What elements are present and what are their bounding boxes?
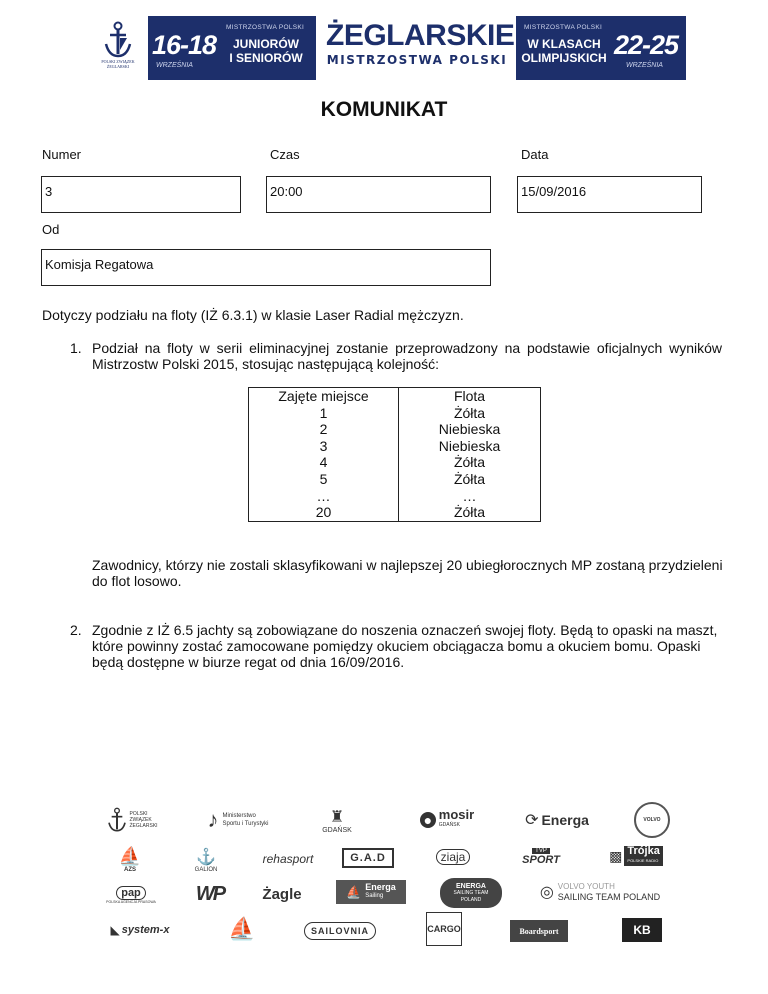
sponsor-rehasport-text: rehasport (262, 852, 314, 866)
sponsor-wp-text: WP (195, 882, 225, 905)
left-dates: 16-18 (152, 30, 217, 60)
label-time: Czas (270, 147, 300, 162)
ministry-mark-icon: ♪ (207, 807, 219, 832)
anchor-icon (107, 805, 127, 835)
azs-sail-icon: ⛵ (118, 845, 142, 866)
sponsor-gad (342, 848, 394, 868)
sponsor-cargo (426, 912, 462, 946)
label-from: Od (42, 222, 60, 237)
banner-olympic (516, 16, 686, 80)
left-small-caption: MISTRZOSTWA POLSKI (226, 24, 305, 31)
item-2-number: 2. (70, 622, 82, 638)
banner-juniors (148, 16, 316, 80)
sponsor-kb-text: KB (633, 923, 651, 937)
sponsor-system-x (100, 918, 180, 942)
sponsor-sailovnia (304, 922, 376, 940)
sponsor-tvp-sport-text: SPORT (522, 854, 560, 866)
sponsor-pap (104, 880, 158, 910)
galion-ship-icon: ⚓ (196, 849, 216, 866)
left-bold-2: I SENIORÓW (229, 51, 303, 65)
table-cell-fleet: Niebieska (399, 421, 541, 438)
sponsor-energa-team-1: ENERGA (456, 882, 486, 890)
table-cell-place: 3 (249, 438, 399, 455)
table-cell-place: … (249, 488, 399, 505)
item-2-text: Zgodnie z IŻ 6.5 jachty są zobowiązane do noszenia oznaczeń swojej floty. Będą to opaski na maszt, które powinny zostać zamocowane pomiędzy okuciem obciągacza bomu a okuciem bomu. Opaski będą dostępne w biurze regat od dnia 16/09/2016. (92, 622, 718, 670)
sponsor-trojka-sub: POLSKIE RADIO (627, 858, 659, 863)
sponsor-boardsport-text: Boardsport (519, 926, 559, 936)
gdansk-crest-icon: ♜ (329, 808, 345, 826)
sponsor-volvo-youth (530, 878, 670, 906)
volvo-ring-icon: ◎ (539, 884, 554, 901)
sponsor-trojka-text: Trójka (627, 845, 660, 857)
sponsor-energa-sailing-1: Energa (365, 882, 396, 892)
label-number: Numer (42, 147, 82, 162)
right-bold-2: OLIMPIJSKICH (521, 51, 607, 65)
page-title: KOMUNIKAT (320, 98, 448, 121)
sponsor-sail-school (222, 912, 262, 946)
tvp-icon: TVP (532, 848, 550, 854)
fleet-table (248, 387, 541, 522)
left-month: WRZEŚNIA (156, 62, 193, 69)
system-x-sail-icon: ◣ (110, 923, 120, 937)
sponsor-volvo-text: VOLVO (643, 817, 661, 823)
sponsor-volvo-youth-2: SAILING TEAM POLAND (557, 892, 661, 902)
sponsor-kb (622, 918, 662, 942)
unclassified-note: Zawodnicy, którzy nie zostali sklasyfikowani w najlepszej 20 ubiegłorocznych MP zostaną przydzieleni do flot losowo. (92, 557, 723, 589)
sponsor-azs-text: AZS (124, 866, 136, 873)
sponsor-gdansk (314, 800, 360, 840)
sponsor-energa-team-3: POLAND (460, 896, 482, 903)
sponsor-energa-text: Energa (541, 812, 589, 828)
table-cell-place: 20 (249, 504, 399, 521)
sponsor-zagle-text: Żagle (262, 885, 302, 903)
anchor-icon (103, 20, 133, 60)
right-dates: 22-25 (614, 30, 679, 60)
sponsor-ministerstwo-1: Ministerstwo (222, 813, 256, 819)
table-row (249, 504, 541, 521)
sponsor-energa-team-2: SAILING TEAM (453, 889, 489, 896)
table-cell-fleet: Żółta (399, 405, 541, 422)
sponsor-system-x-text: system-x (121, 924, 170, 936)
left-bold-1: JUNIORÓW (233, 37, 299, 51)
sponsor-mosir-text: mosir (438, 807, 475, 822)
table-row (249, 438, 541, 455)
sponsor-cargo-text: CARGO (427, 924, 461, 934)
sponsor-ministerstwo (192, 802, 284, 838)
energa-sailing-icon: ⛵ (346, 885, 362, 899)
table-cell-place: 1 (249, 405, 399, 422)
right-small-caption: MISTRZOSTWA POLSKI (524, 24, 603, 31)
pzz-logo (92, 20, 144, 82)
sponsor-pzz (100, 800, 170, 840)
sponsor-zagle (256, 882, 308, 906)
energa-icon: ⟳ (525, 812, 539, 829)
sponsor-mosir-sub: GDAŃSK (438, 822, 460, 828)
table-row (249, 421, 541, 438)
sponsor-pap-sub: POLSKA AGENCJA PRASOWA (106, 900, 156, 904)
item-1-number: 1. (70, 340, 82, 356)
header-banner (0, 16, 768, 84)
subject-line: Dotyczy podziału na floty (IŻ 6.3.1) w klasie Laser Radial mężczyzn. (42, 307, 464, 323)
pzz-caption-2: ŻEGLARSKI (106, 63, 130, 69)
center-title (326, 19, 515, 67)
item-1-text: Podział na floty w serii eliminacyjnej zostanie przeprowadzony na podstawie oficjalnych wyników Mistrzostw Polski 2015, stosując następującą kolejność: (92, 340, 722, 372)
label-date: Data (521, 147, 549, 162)
right-bold-1: W KLASACH (527, 37, 601, 51)
sponsor-pzz-text: POLSKI ZWIĄZEK ŻEGLARSKI (129, 811, 158, 829)
table-header-fleet: Flota (399, 388, 541, 405)
table-cell-fleet: … (399, 488, 541, 505)
number-field: 3 (41, 176, 241, 213)
sponsor-galion-text: GALION (194, 867, 218, 873)
sponsor-volvo-youth-1: VOLVO YOUTH (557, 882, 615, 891)
sponsor-tvp-sport (514, 844, 568, 870)
mosir-icon: ● (420, 812, 436, 828)
right-month: WRZEŚNIA (626, 62, 663, 69)
table-cell-place: 2 (249, 421, 399, 438)
time-field: 20:00 (266, 176, 491, 213)
date-field: 15/09/2016 (517, 176, 702, 213)
sponsor-pap-text: pap (116, 886, 146, 900)
sponsor-azs (104, 838, 156, 880)
table-row (249, 454, 541, 471)
sponsor-energa-sailing (336, 880, 406, 904)
sponsor-boardsport (510, 920, 568, 942)
trojka-icon: ▩ (609, 847, 623, 864)
center-title-main: ŻEGLARSKIE (326, 19, 515, 52)
table-cell-place: 4 (249, 454, 399, 471)
sponsor-trojka (604, 844, 668, 868)
table-cell-fleet: Niebieska (399, 438, 541, 455)
sponsor-energa (518, 806, 596, 834)
sponsor-gdansk-text: GDAŃSK (322, 826, 352, 834)
table-header-place: Zajęte miejsce (249, 388, 399, 405)
sponsor-galion (184, 840, 228, 880)
sponsor-ministerstwo-2: Sportu i Turystyki (222, 821, 269, 827)
sail-school-sail-icon: ⛵ (228, 916, 256, 941)
from-field: Komisja Regatowa (41, 249, 491, 286)
sponsor-mosir (412, 806, 482, 834)
table-cell-fleet: Żółta (399, 504, 541, 521)
sponsor-volvo (634, 802, 670, 838)
center-title-sub: MISTRZOSTWA POLSKI (326, 53, 508, 67)
table-row (249, 405, 541, 422)
pzz-caption-1: POLSKI ZWIĄZEK (101, 59, 135, 64)
table-row (249, 488, 541, 505)
sponsor-sailovnia-text: SAILOVNIA (310, 926, 369, 936)
sponsor-gad-text: G.A.D (350, 852, 386, 864)
sponsor-energa-sailing-2: Sailing (365, 893, 384, 899)
table-cell-fleet: Żółta (399, 454, 541, 471)
sponsor-ziaja (426, 846, 480, 868)
sponsor-energa-team (440, 878, 502, 908)
sponsor-wp (190, 882, 230, 906)
sponsor-ziaja-text: ziaja (436, 849, 471, 865)
table-header-row (249, 388, 541, 405)
table-cell-fleet: Żółta (399, 471, 541, 488)
sponsor-rehasport (256, 848, 320, 870)
table-cell-place: 5 (249, 471, 399, 488)
table-row (249, 471, 541, 488)
